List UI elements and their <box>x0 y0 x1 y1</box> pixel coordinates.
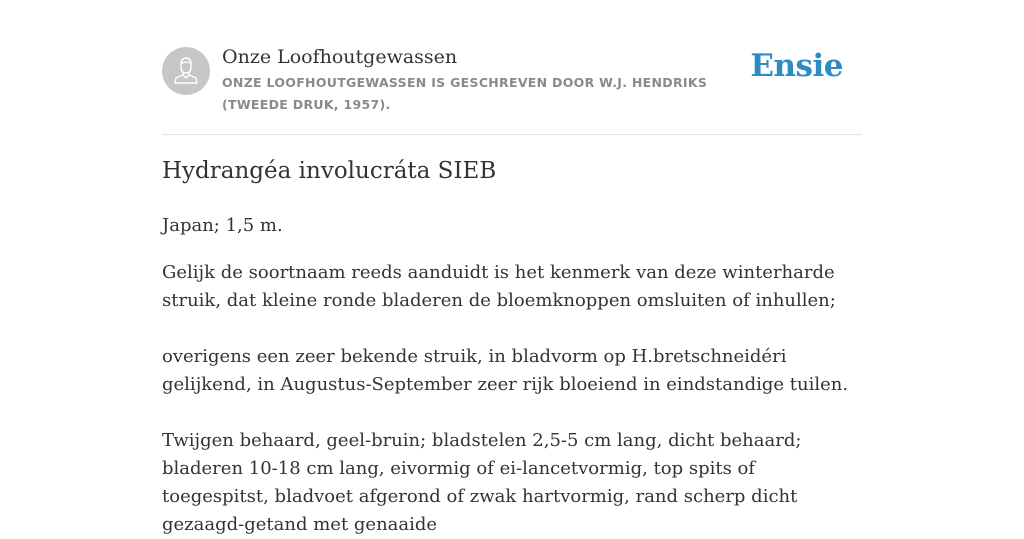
entry-paragraph: Twijgen behaard, geel-bruin; bladstelen 2,5-5 cm lang, dicht behaard; bladeren 10-18 cm lang, eivormig of ei-lancetvormig, top spits of toegespitst, bladvoet afgerond of zwak hartvormig, rand scherp dicht gezaagd-getand met genaaide <box>162 430 802 535</box>
entry-title: Hydrangéa involucráta SIEB <box>162 158 497 184</box>
book-description: ONZE LOOFHOUTGEWASSEN IS GESCHREVEN DOOR W.J. HENDRIKS (TWEEDE DRUK, 1957). <box>222 75 708 112</box>
user-silhouette-icon <box>162 47 210 95</box>
book-title[interactable]: Onze Loofhoutgewassen <box>222 46 458 68</box>
entry-body <box>162 212 862 539</box>
page <box>162 0 862 535</box>
entry-origin: Japan; 1,5 m. <box>162 215 283 236</box>
entry-paragraph: overigens een zeer bekende struik, in bladvorm op H.bretschneidéri gelijkend, in Augustus-September zeer rijk bloeiend in eindstandige tuilen. <box>162 346 849 395</box>
entry-paragraph: Gelijk de soortnaam reeds aanduidt is het kenmerk van deze winterharde struik, dat kleine ronde bladeren de bloemknoppen omsluiten of inhullen; <box>162 262 836 311</box>
avatar[interactable] <box>162 47 210 95</box>
header <box>162 0 862 135</box>
brand-logo[interactable]: Ensie <box>750 48 843 84</box>
